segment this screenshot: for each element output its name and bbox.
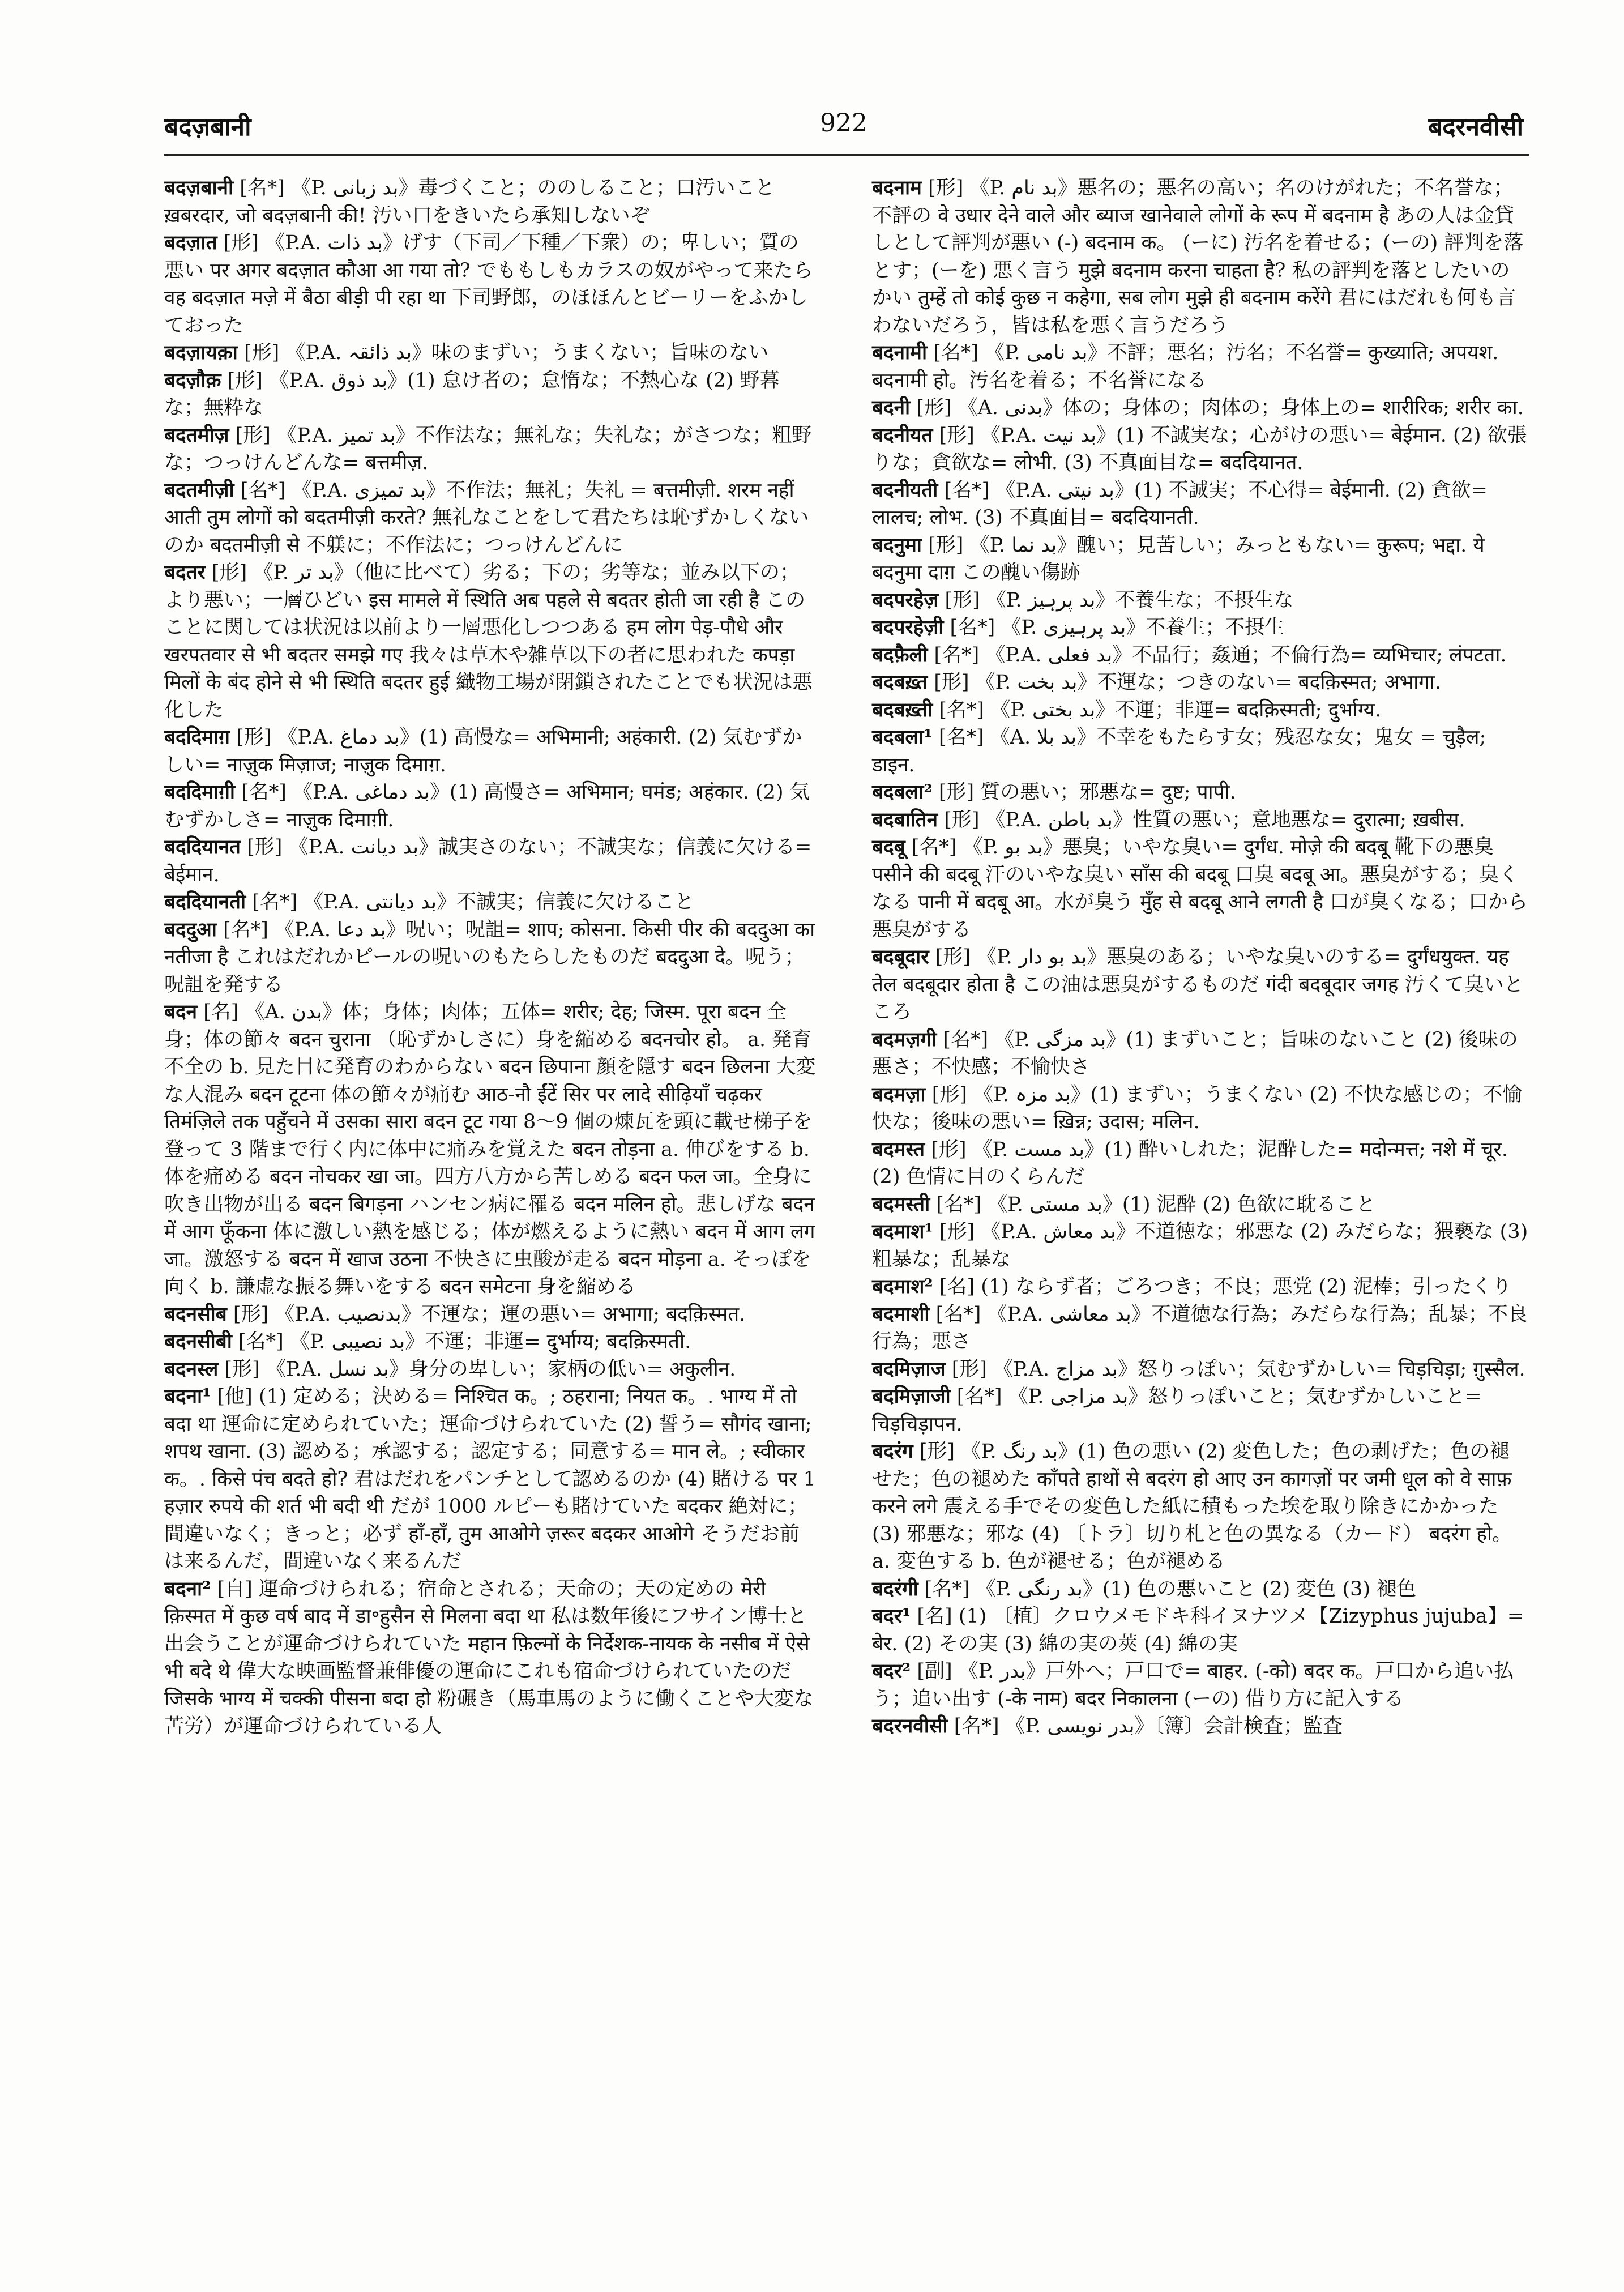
right-guide-word: बदरनवीसी	[1428, 113, 1523, 142]
part-of-speech: [名*]	[934, 643, 980, 667]
headword: बदमिज़ाजी	[872, 1385, 951, 1408]
part-of-speech: [形]	[951, 1358, 988, 1381]
definition: 《P. بد نام》悪名の；悪名の高い；名のけがれた；不名誉な；不評の वे उधार देने वाले और ब्याज खानेवाले लोगों के रूप में बदनाम है あの人は金貸しとして評判が悪い (-) बदनाम क。 (ーに) 汚名を着せる；(ーの) 評判を落とす；(ーを) 悪く言う मुझे बदनाम करना चाहता है? 私の評判を落としたいのかい तुम्हें तो कोई कुछ न कहेगा, सब लोग मुझे ही बदनाम करेंगे 君にはだれも何も言わないだろう，皆は私を悪く言うだろう	[872, 177, 1524, 337]
part-of-speech: [名*]	[911, 836, 957, 859]
definition: (1) 定める；決める= निश्चित क。; ठहराना; नियत क。. भाग्य में तो बदा था 運命に定められていた；運命づけられていた (2) 誓う= सौगंद खाना; शपथ खाना. (3) 認める；承認する；認定する；同意する= मान ले。; स्वीकार क。. किसे पंच बदते हो? 君はだれをパンチとして認めるのか (4) 賭ける पर 1 हज़ार रुपये की शर्त भी बदी थी だが 1000 ルピーも賭けていた बदकर 絶対に；間違いなく；きっと；必ず हाँ-हाँ, तुम आओगे ज़रूर बदकर आओगे そうだお前は来るんだ，間違いなく来るんだ	[164, 1385, 816, 1573]
headword: बददिमाग़	[164, 725, 230, 749]
part-of-speech: [名*]	[223, 918, 268, 941]
definition: 《P. بد تر》（他に比べて）劣る；下の；劣等な；並み以下の；より悪い；一層ひどい इस मामले में स्थिति अब पहले से बदतर होती जा रही है このことに関しては状況は以前より一層悪化しつつある हम लोग पेड़-पौधे और खरपतवार से भी बदतर समझे गए 我々は草木や雑草以下の者に思われた कपड़ा मिलों के बंद होने से भी स्थिति बदतर हुई 織物工場が閉鎖されたことでも状況は悪化した	[164, 561, 813, 722]
dictionary-entry	[164, 889, 818, 916]
headword: बदरनवीसी	[872, 1714, 948, 1738]
dictionary-entry	[872, 422, 1529, 477]
dictionary-entry	[872, 1191, 1529, 1219]
definition: (1) 〔植〕クロウメモドキ科イヌナツメ【Zizyphus jujuba】= बेर. (2) その実 (3) 綿の実の莢 (4) 綿の実	[872, 1605, 1524, 1655]
dictionary-entry	[872, 642, 1529, 669]
part-of-speech: [形]	[938, 781, 975, 804]
definition: 《P.A. بد دیانت》誠実さのない；不誠実な；信義に欠ける= बेईमान.	[164, 836, 812, 886]
dictionary-entry	[872, 697, 1529, 724]
dictionary-entry	[164, 916, 818, 999]
definition: 《P. بد مزاجی》怒りっぽいこと；気むずかしいこと= चिड़चिड़ापन.	[872, 1385, 1482, 1436]
headword: बदमाश¹	[872, 1220, 933, 1243]
headword: बदरंगी	[872, 1577, 918, 1600]
definition: 《P. بد بختی》不運；非運= बदक़िस्मती; दुर्भाग्य.	[990, 698, 1382, 722]
definition: 《P. بدر》戸外へ；戸口で= बाहर. (-को) बदर क。戸口から追い払う；追い出す (-के नाम) बदर निकालना (ーの) 借り方に記入する	[872, 1660, 1514, 1710]
part-of-speech: [形]	[233, 1303, 269, 1326]
dictionary-entry	[872, 587, 1529, 614]
headword: बदमज़ा	[872, 1082, 926, 1106]
definition: 《P. بد نامی》不評；悪名；汚名；不名誉= कुख्याति; अपयश. बदनामी हो。汚名を着る；不名誉になる	[872, 342, 1499, 392]
header-rule	[164, 154, 1529, 156]
dictionary-entry	[872, 174, 1529, 339]
dictionary-entry	[872, 1026, 1529, 1081]
part-of-speech: [形]	[935, 946, 971, 968]
dictionary-entry	[872, 1218, 1529, 1273]
headword: बदर¹	[872, 1604, 911, 1628]
part-of-speech: [名*]	[240, 479, 286, 502]
headword: बदफ़ैली	[872, 643, 928, 667]
part-of-speech: [名*]	[950, 616, 995, 639]
running-header	[164, 109, 1523, 148]
headword: बदमस्ती	[872, 1192, 930, 1216]
headword: बददुआ	[164, 917, 217, 941]
part-of-speech: [形]	[931, 1083, 967, 1106]
part-of-speech: [形]	[919, 1440, 955, 1463]
definition: 《P. بد رنگی》(1) 色の悪いこと (2) 変色 (3) 褪色	[976, 1577, 1417, 1600]
part-of-speech: [名*]	[252, 891, 297, 914]
headword: बदनी	[872, 396, 911, 419]
dictionary-entry	[164, 1301, 818, 1329]
definition: 《P. بد نصیبی》不運；非運= दुर्भाग्य; बदक़िस्मती.	[289, 1330, 691, 1353]
definition: 《A. بدنی》体の；身体の；肉体の；身体上の= शारीरिक; शरीर का.	[958, 396, 1524, 419]
definition: 《P.A. بد ذائقہ》味のまずい；うまくない；旨味のない	[285, 342, 769, 364]
dictionary-entry	[872, 394, 1529, 422]
part-of-speech: [名*]	[939, 698, 985, 722]
dictionary-entry	[164, 834, 818, 889]
headword: बदबख़्त	[872, 671, 928, 694]
headword: बदबातिन	[872, 808, 938, 831]
part-of-speech: [名*]	[943, 1028, 989, 1051]
part-of-speech: [名*]	[933, 342, 979, 364]
headword: बदतर	[164, 561, 206, 584]
headword: बदनीयत	[872, 423, 933, 447]
headword: बदनसीब	[164, 1302, 227, 1326]
headword: बदर²	[872, 1659, 911, 1683]
definition: 《P. بد پرہیز》不養生な；不摂生な	[986, 588, 1294, 612]
definition: 《P.A. بد باطن》性質の悪い；意地悪な= दुरात्मा; ख़बीस.	[985, 808, 1465, 831]
definition: 《P.A. بد معاش》不道徳な；邪悪な (2) みだらな；猥褻な (3) 粗暴な；乱暴な	[872, 1220, 1528, 1271]
headword: बदबू	[872, 835, 905, 859]
definition: 《P.A. بد دعا》呪い；呪詛= शाप; कोसना. किसी पीर की बददुआ का नतीजा है これはだれかピールの呪いのもたらしたものだ बददुआ दे。呪う；呪詛を発する	[164, 918, 815, 996]
definition: 《P. بدر نویسی》〔簿〕会計検査；監査	[1005, 1715, 1343, 1738]
part-of-speech: [名]	[939, 1275, 975, 1298]
part-of-speech: [他]	[217, 1385, 253, 1408]
dictionary-entry	[164, 1356, 818, 1384]
definition: 《P. بد نما》醜い；見苦しい；みっともない= कुरूप; भद्दा. ये बदनुमा दाग़ この醜い傷跡	[872, 533, 1485, 584]
headword: बददियानत	[164, 835, 241, 859]
part-of-speech: [形]	[931, 1138, 967, 1161]
definition: 《A. بد بلا》不幸をもたらす女；残忍な女；鬼女 = चुड़ैल; डाइन.	[872, 726, 1486, 776]
definition: 《P.A. بد نسل》身分の卑しい；家柄の低い= अकुलीन.	[266, 1358, 736, 1381]
dictionary-entry	[164, 339, 818, 367]
part-of-speech: [名*]	[938, 726, 984, 749]
part-of-speech: [名*]	[924, 1577, 970, 1600]
dictionary-entry	[872, 834, 1529, 944]
dictionary-entry	[872, 1301, 1529, 1356]
definition: 《P.A. بدنصیب》不運な；運の悪い= अभागा; बदक़िस्मत.	[275, 1303, 746, 1326]
headword: बदनामी	[872, 341, 928, 364]
dictionary-entry	[164, 998, 818, 1301]
page-number: 922	[820, 109, 867, 138]
part-of-speech: [形]	[223, 232, 259, 254]
part-of-speech: [名*]	[944, 479, 990, 502]
dictionary-entry	[872, 1273, 1529, 1301]
dictionary-entry	[164, 724, 818, 779]
dictionary-entry	[164, 1328, 818, 1356]
part-of-speech: [名*]	[238, 1330, 284, 1353]
definition: 《A. بدن》体；身体；肉体；五体= शरीर; देह; जिस्म. पूरा बदन 全身；体の節々 बदन चुराना （恥ずかしさに）身を縮める बदनचोर हो。 a. 発育不全の b. 見た目に発育のわからない बदन छिपाना 顔を隠す बदन छिलना 大変な人混み बदन टूटना 体の節々が痛む आठ-नौ ईंटें सिर पर लादे सीढ़ियाँ चढ़कर तिमंज़िले तक पहुँचने में उसका सारा बदन टूट गया 8～9 個の煉瓦を頭に載せ梯子を登って 3 階まで行く内に体中に痛みを覚えた बदन तोड़ना a. 伸びをする b. 体を痛める बदन नोचकर खा जा。四方八方から苦しめる बदन फल जा。全身に吹き出物が出る बदन बिगड़ना ハンセン病に罹る बदन मलिन हो。悲しげな बदन में आग फूँकना 体に激しい熱を感じる；体が燃えるように熱い बदन में आग लग जा。激怒する बदन में खाज उठना 不快さに虫酸が走る बदन मोड़ना a. そっぽを向く b. 謙虚な振る舞いをする बदन समेटना 身を縮める	[164, 1001, 816, 1298]
part-of-speech: [名*]	[935, 1303, 981, 1326]
definition: 《P.A. بد تمیز》不作法な；無礼な；失礼な；がさつな；粗野な；つっけんどんな= बत्तमीज़.	[164, 424, 812, 474]
definition: (1) ならず者；ごろつき；不良；悪党 (2) 泥棒；引ったくり	[981, 1275, 1512, 1298]
headword: बददिमाग़ी	[164, 780, 235, 804]
headword: बददियानती	[164, 890, 246, 914]
headword: बदना²	[164, 1577, 211, 1600]
headword: बदबूदार	[872, 945, 929, 968]
dictionary-entry	[872, 1383, 1529, 1438]
definition: 《P. بد رنگ》(1) 色の悪い (2) 変色した；色の剥げた；色の褪せた；色の褪めた काँपते हाथों से बदरंग हो आए उन कागज़ों पर जमी धूल को वे साफ़ करने लगे 震える手でその変色した紙に積もった埃を取り除きにかかった (3) 邪悪な；邪な (4) 〔トラ〕切り札と色の異なる（カード） बदरंग हो。 a. 変色する b. 色が褪せる；色が褪める	[872, 1440, 1512, 1573]
dictionary-entry	[872, 806, 1529, 834]
definition: 《P. بد بو دار》悪臭のある；いやな臭いのする= दुर्गंधयुक्त. यह तेल बदबूदार होता है この油は悪臭がするものだ गंदी बदबूदार जगह 汚くて臭いところ	[872, 946, 1524, 1023]
definition: 質の悪い；邪悪な= दुष्ट; पापी.	[980, 781, 1236, 804]
headword: बदज़ात	[164, 231, 217, 254]
definition: 《P.A. بد دماغ》(1) 高慢な= अभिमानी; अहंकारी. (2) 気むずかしい= नाज़ुक मिज़ाज; नाज़ुक दिमाग़.	[164, 726, 802, 776]
definition: 運命づけられる；宿命とされる；天命の；天の定めの मेरी क़िस्मत में कुछ वर्ष बाद में डा॰हुसैन से मिलना बदा था 私は数年後にフサイン博士と出会うことが運命づけられていた महान फ़िल्मों के निर्देशक-नायक के नसीब में ऐसे भी बदे थे 偉大な映画監督兼俳優の運命にこれも宿命づけられていたのだ जिसके भाग्य में चक्की पीसना बदा हो 粉碾き（馬車馬のように働くことや大変な苦労）が運命づけられている人	[164, 1577, 814, 1738]
definition: 《P.A. بد دیانتی》不誠実；信義に欠けること	[304, 891, 694, 914]
headword: बदमिज़ाज	[872, 1357, 946, 1381]
definition: 《P. بد زبانی》毒づくこと；ののしること；口汚いこと ख़बरदार, जो बदज़बानी की! 汚い口をきいたら承知しないぞ	[164, 177, 775, 227]
dictionary-entry	[164, 174, 818, 229]
part-of-speech: [形]	[928, 533, 964, 557]
definition: 《P.A. بد مزاج》怒りっぽい；気むずかしい= चिड़चिड़ा; ग़ुस्सैल.	[993, 1358, 1525, 1381]
part-of-speech: [名]	[203, 1001, 239, 1023]
definition: 《P.A. بد ذات》げす（下司／下種／下衆）の；卑しい；質の悪い पर अगर बदज़ात कौआ आ गया तो? でももしもカラスの奴がやって来たら वह बदज़ात मज़े में बैठा बीड़ी पी रहा था 下司野郎，のほほんとビーリーをふかしておった	[164, 232, 813, 337]
headword: बदबख़्ती	[872, 698, 933, 722]
dictionary-entry	[872, 669, 1529, 697]
part-of-speech: [形]	[244, 342, 280, 364]
part-of-speech: [形]	[211, 561, 247, 584]
dictionary-entry	[164, 367, 818, 422]
headword: बदज़ायक़ा	[164, 341, 238, 364]
dictionary-entry	[872, 779, 1529, 806]
dictionary-entry	[164, 477, 818, 560]
dictionary-entry	[872, 724, 1529, 779]
definition: 《P.A. بد ذوق》(1) 怠け者の；怠惰な；不熱心な (2) 野暮な；無粋な	[164, 369, 780, 419]
definition: 《P. بد پرہیزی》不養生；不摂生	[1001, 616, 1285, 639]
definition: 《P. بد مزگی》(1) まずいこと；旨味のないこと (2) 後味の悪さ；不快感；不愉快さ	[872, 1028, 1518, 1078]
dictionary-entry	[872, 477, 1529, 532]
dictionary-entry	[872, 1356, 1529, 1384]
part-of-speech: [形]	[939, 1220, 975, 1243]
dictionary-entry	[872, 339, 1529, 394]
definition: 《P.A. بد نیت》(1) 不誠実な；心がけの悪い= बेईमान. (2) 欲張りな；貪欲な= लोभी. (3) 不真面目な= बददियानत.	[872, 424, 1527, 474]
definition: 《P. بد مست》(1) 酔いしれた；泥酔した= मदोन्मत्त; नशे में चूर. (2) 色情に目のくらんだ	[872, 1138, 1508, 1188]
headword: बदपरहेज़	[872, 588, 939, 612]
headword: बदमाश²	[872, 1275, 933, 1298]
headword: बदनस्ल	[164, 1357, 219, 1381]
part-of-speech: [名*]	[241, 781, 287, 804]
headword: बदरंग	[872, 1440, 913, 1463]
dictionary-entry	[872, 614, 1529, 642]
part-of-speech: [自]	[217, 1577, 253, 1600]
dictionary-entry	[164, 559, 818, 724]
headword: बदज़बानी	[164, 176, 234, 199]
dictionary-entry	[872, 944, 1529, 1026]
headword: बदमज़गी	[872, 1027, 937, 1051]
dictionary-entry	[872, 1136, 1529, 1191]
headword: बदनुमा	[872, 533, 922, 557]
definition: 《P.A. بد نیتی》(1) 不誠実；不心得= बेईमानी. (2) 貪欲= लालच; लोभ. (3) 不真面目= बददियानती.	[872, 479, 1488, 529]
definition: 《P. بد بخت》不運な；つきのない= बदक़िस्मत; अभागा.	[975, 671, 1442, 694]
headword: बदनाम	[872, 176, 922, 199]
dictionary-entry	[164, 422, 818, 477]
dictionary-entry	[164, 1576, 818, 1740]
headword: बदबला¹	[872, 725, 933, 749]
part-of-speech: [名*]	[954, 1715, 999, 1738]
right-column	[872, 174, 1529, 1740]
part-of-speech: [副]	[917, 1660, 952, 1683]
definition: 《P.A. بد تمیزی》不作法；無礼；失礼 = बत्तमीज़ी. शरम नहीं आती तुम लोगों को बदतमीज़ी करते? 無礼なことをして君たちは恥ずかしくないのか बदतमीज़ी से 不躾に；不作法に；つっけんどんに	[164, 479, 809, 557]
dictionary-entry	[164, 229, 818, 339]
part-of-speech: [名]	[917, 1605, 952, 1628]
part-of-speech: [形]	[224, 1358, 260, 1381]
headword: बदज़ौक़	[164, 368, 221, 392]
definition: 《P. بد مزہ》(1) まずい；うまくない (2) 不快な感じの；不愉快な；後味の悪い= ख़िन्न; उदास; मलिन.	[872, 1083, 1523, 1133]
definition: 《P.A. بد فعلی》不品行；姦通；不倫行為= व्यभिचार; लंपटता.	[985, 643, 1507, 667]
dictionary-entry	[872, 1603, 1529, 1658]
part-of-speech: [形]	[236, 726, 272, 749]
headword: बदतमीज़ी	[164, 478, 234, 502]
headword: बदन	[164, 1000, 197, 1023]
part-of-speech: [形]	[235, 424, 271, 447]
definition: 《P.A. بد دماغی》(1) 高慢さ= अभिमान; घमंड; अहंकार. (2) 気むずかしさ= नाज़ुक दिमाग़ी.	[164, 781, 810, 831]
definition: 《P. بد بو》悪臭；いやな臭い= दुर्गंध. मोज़े की बदबू 靴下の悪臭 पसीने की बदबू 汗のいやな臭い साँस की बदबू 口臭 बदबू आ。悪臭がする；臭くなる पानी में बदबू आ。水が臭う मुँह से बदबू आने लगती है 口が臭くなる；口から悪臭がする	[872, 836, 1528, 941]
headword: बदमाशी	[872, 1302, 930, 1326]
part-of-speech: [名*]	[956, 1385, 1002, 1408]
dictionary-entry	[872, 1438, 1529, 1576]
part-of-speech: [形]	[227, 369, 263, 392]
dictionary-entry	[164, 1383, 818, 1576]
headword: बदना¹	[164, 1385, 211, 1408]
part-of-speech: [名*]	[240, 177, 285, 199]
part-of-speech: [形]	[928, 177, 964, 199]
dictionary-entry	[872, 1713, 1529, 1740]
left-guide-word: बदज़बानी	[164, 113, 251, 142]
dictionary-entry	[872, 532, 1529, 587]
definition: 《P. بد مستی》(1) 泥酔 (2) 色欲に耽ること	[988, 1193, 1376, 1216]
dictionary-entry	[872, 1081, 1529, 1136]
dictionary-entry	[872, 1658, 1529, 1713]
part-of-speech: [名*]	[936, 1193, 982, 1216]
headword: बदमस्त	[872, 1137, 925, 1161]
part-of-speech: [形]	[916, 396, 952, 419]
part-of-speech: [形]	[944, 808, 980, 831]
part-of-speech: [形]	[934, 671, 969, 694]
dictionary-entry	[872, 1576, 1529, 1603]
headword: बदपरहेज़ी	[872, 616, 944, 639]
part-of-speech: [形]	[945, 588, 980, 612]
headword: बदबला²	[872, 780, 933, 804]
headword: बदनसीबी	[164, 1330, 232, 1353]
part-of-speech: [形]	[247, 836, 283, 859]
left-column	[164, 174, 818, 1740]
part-of-speech: [形]	[939, 424, 975, 447]
definition: 《P.A. بد معاشی》不道徳な行為；みだらな行為；乱暴；不良行為；悪さ	[872, 1303, 1528, 1353]
dictionary-entry	[164, 779, 818, 834]
headword: बदनीयती	[872, 478, 938, 502]
headword: बदतमीज़	[164, 423, 229, 447]
